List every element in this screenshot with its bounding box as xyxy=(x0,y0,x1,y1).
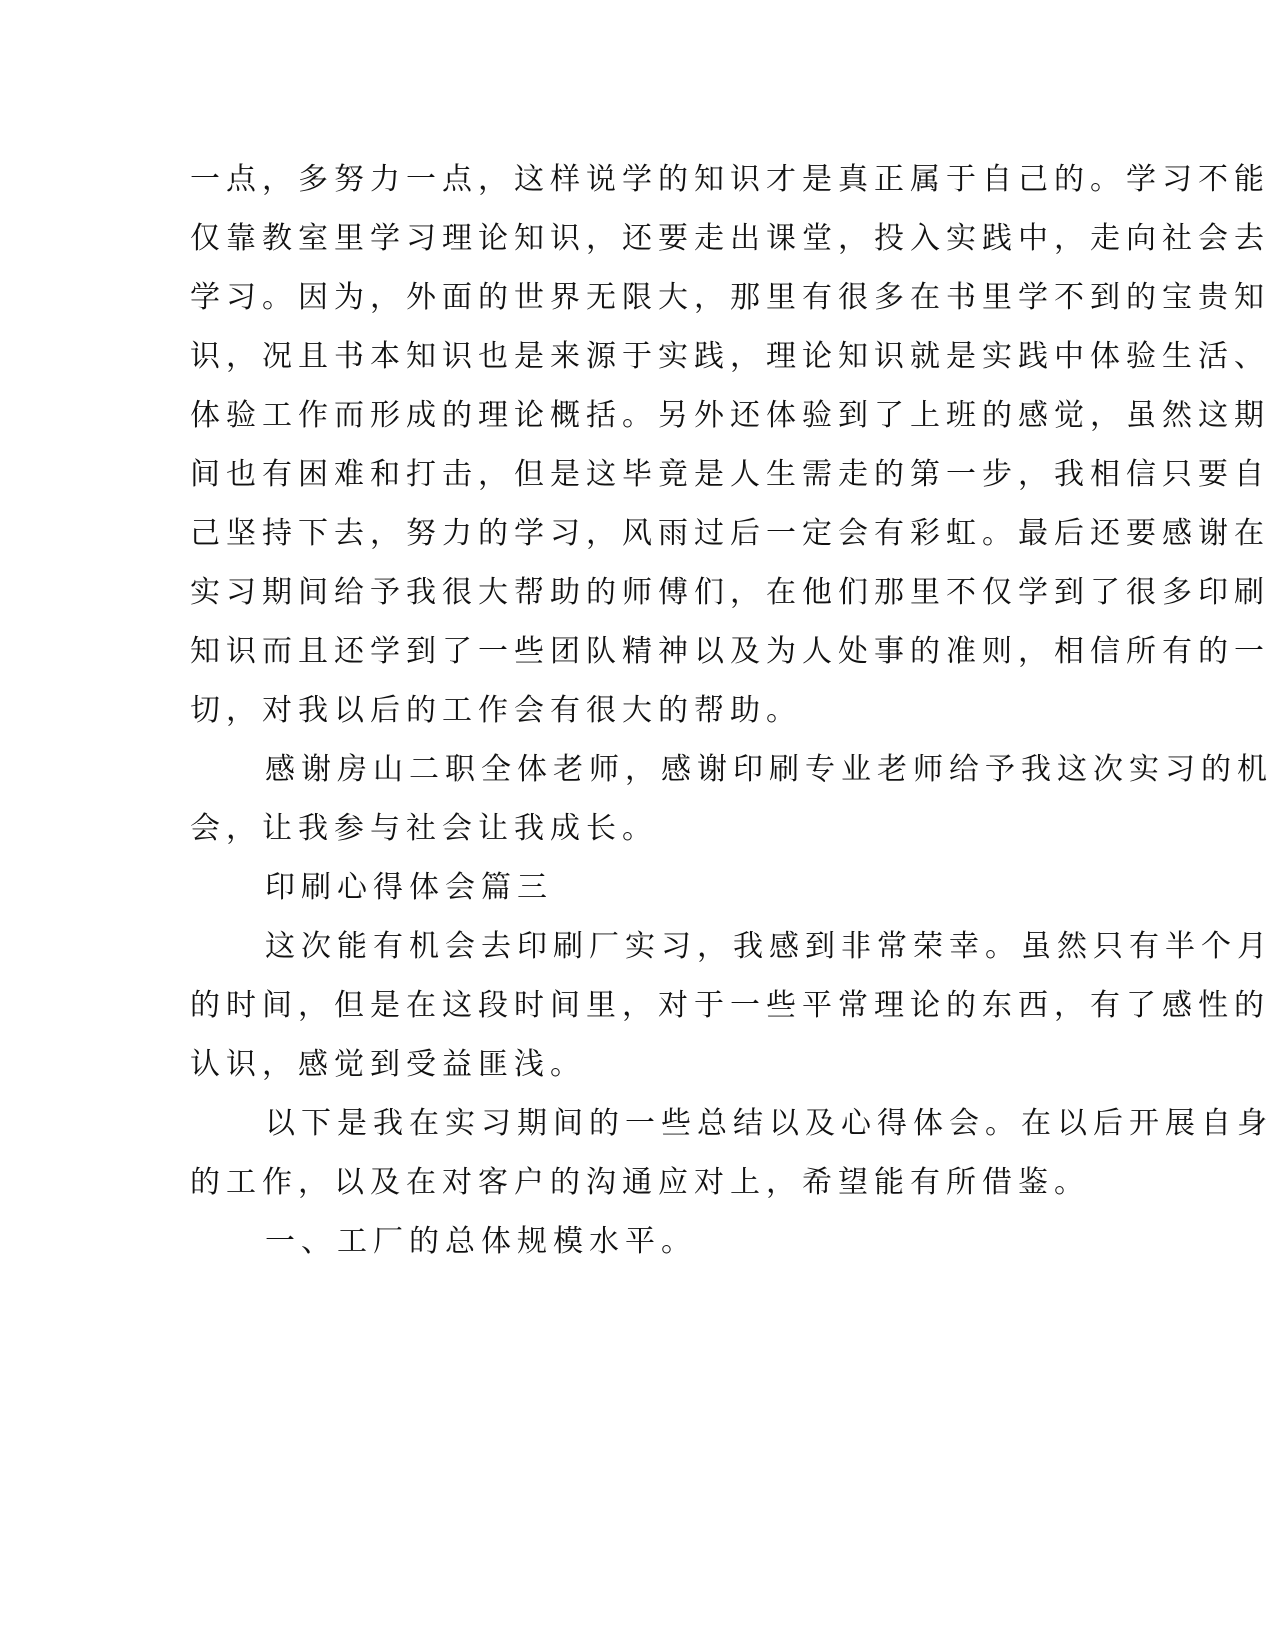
paragraph-first-line: 这次能有机会去印刷厂实习，我感到非常荣幸。虽然只有半个月 xyxy=(265,929,1273,964)
text-line: 实习期间给予我很大帮助的师傅们，在他们那里不仅学到了很多印刷 xyxy=(190,575,1270,610)
text-line: 认识，感觉到受益匪浅。 xyxy=(190,1047,586,1082)
text-line: 己坚持下去，努力的学习，风雨过后一定会有彩虹。最后还要感谢在 xyxy=(190,516,1270,551)
list-heading: 一、工厂的总体规模水平。 xyxy=(265,1224,697,1259)
text-line: 识，况且书本知识也是来源于实践，理论知识就是实践中体验生活、 xyxy=(190,339,1270,374)
text-line: 体验工作而形成的理论概括。另外还体验到了上班的感觉，虽然这期 xyxy=(190,398,1270,433)
text-line: 的工作，以及在对客户的沟通应对上，希望能有所借鉴。 xyxy=(190,1165,1090,1200)
text-line: 仅靠教室里学习理论知识，还要走出课堂，投入实践中，走向社会去 xyxy=(190,221,1270,256)
paragraph-first-line: 以下是我在实习期间的一些总结以及心得体会。在以后开展自身 xyxy=(265,1106,1273,1141)
text-line: 学习。因为，外面的世界无限大，那里有很多在书里学不到的宝贵知 xyxy=(190,280,1270,315)
paragraph-first-line: 感谢房山二职全体老师，感谢印刷专业老师给予我这次实习的机 xyxy=(265,752,1273,787)
text-line: 一点，多努力一点，这样说学的知识才是真正属于自己的。学习不能 xyxy=(190,162,1270,197)
text-line: 会，让我参与社会让我成长。 xyxy=(190,811,658,846)
text-line: 的时间，但是在这段时间里，对于一些平常理论的东西，有了感性的 xyxy=(190,988,1270,1023)
text-line: 切，对我以后的工作会有很大的帮助。 xyxy=(190,693,802,728)
section-heading: 印刷心得体会篇三 xyxy=(265,870,553,905)
text-line: 知识而且还学到了一些团队精神以及为人处事的准则，相信所有的一 xyxy=(190,634,1270,669)
text-line: 间也有困难和打击，但是这毕竟是人生需走的第一步，我相信只要自 xyxy=(190,457,1270,492)
